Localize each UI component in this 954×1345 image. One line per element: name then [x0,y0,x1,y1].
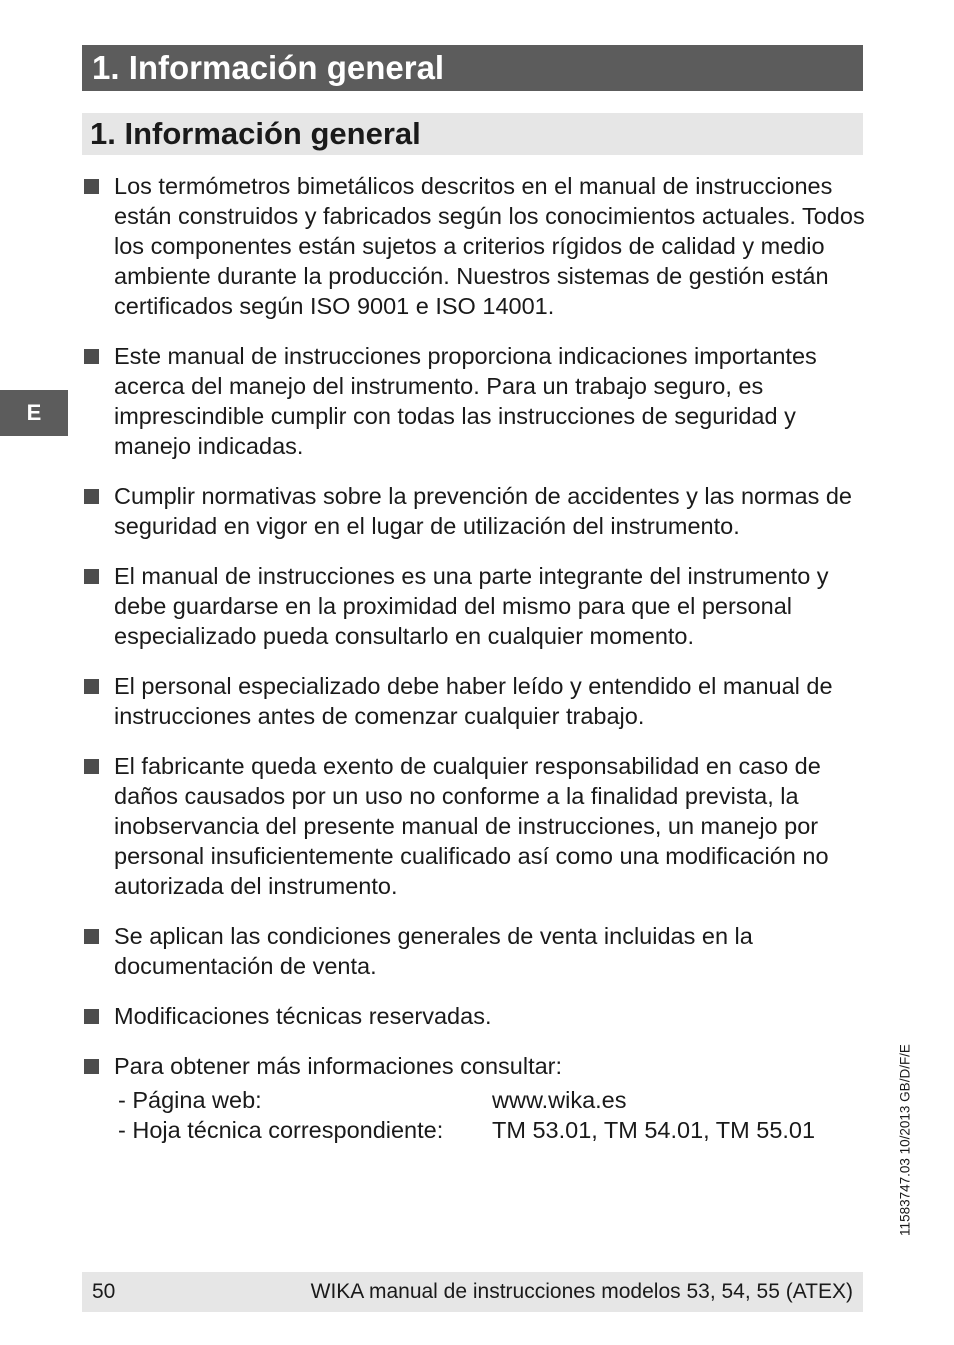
bullet-square-icon [84,569,99,584]
language-tab: E [0,390,68,436]
list-item [82,1001,872,1031]
list-item-text: Modificaciones técnicas reservadas. [114,1003,492,1029]
list-item [82,751,872,901]
page-number: 50 [92,1280,116,1303]
list-item-text: El manual de instrucciones es una parte integrante del instrumento y debe guardarse en la proximidad del mismo para que el personal especializado pueda consultarlo en cualquier momento. [114,563,829,649]
bullet-square-icon [84,489,99,504]
list-item [82,171,872,321]
page-footer [82,1272,863,1312]
bullet-square-icon [84,179,99,194]
list-item [82,481,872,541]
footer-title: WIKA manual de instrucciones modelos 53, 54, 55 (ATEX) [310,1280,853,1303]
bullet-square-icon [84,1009,99,1024]
bullet-square-icon [84,349,99,364]
chapter-heading: 1. Información general [82,45,863,91]
web-label: - Página web: [118,1087,262,1113]
document-reference: 11583747.03 10/2013 GB/D/F/E [897,1044,913,1236]
list-item-text: El personal especializado debe haber leído y entendido el manual de instrucciones antes de comenzar cualquier trabajo. [114,673,833,729]
list-item-text: Cumplir normativas sobre la prevención de accidentes y las normas de seguridad en vigor en el lugar de utilización del instrumento. [114,483,852,539]
web-value: www.wika.es [492,1087,627,1113]
list-item-text: Para obtener más informaciones consultar: [114,1053,563,1079]
list-item [82,561,872,651]
bullet-square-icon [84,679,99,694]
bullet-list [82,171,872,1165]
section-heading: 1. Información general [82,113,863,155]
list-item-text: Los termómetros bimetálicos descritos en el manual de instrucciones están construidos y fabricados según los conocimientos actuales. Todos los componentes están sujetos a criterios rígidos de calidad y medio ambiente durante la producción. Nuestros sistemas de gestión están certificados según ISO 9001 e ISO 14001. [114,173,865,319]
bullet-square-icon [84,1059,99,1074]
contact-row-datasheet [114,1115,815,1145]
list-item [82,921,872,981]
list-item [82,671,872,731]
list-item-text: Se aplican las condiciones generales de venta incluidas en la documentación de venta. [114,923,753,979]
list-item-text: Este manual de instrucciones proporciona indicaciones importantes acerca del manejo del instrumento. Para un trabajo seguro, es imprescindible cumplir con todas las instrucciones de seguridad y manejo indicadas. [114,343,817,459]
bullet-square-icon [84,759,99,774]
contact-row-web [114,1085,815,1115]
datasheet-value: TM 53.01, TM 54.01, TM 55.01 [492,1117,816,1143]
list-item-text: El fabricante queda exento de cualquier responsabilidad en caso de daños causados por un uso no conforme a la finalidad prevista, la inobservancia del presente manual de instrucciones, un manejo por personal insuficientemente cualificado así como una modificación no autorizada del instrumento. [114,753,829,899]
list-item [82,341,872,461]
contact-table [114,1085,815,1145]
datasheet-label: - Hoja técnica correspondiente: [118,1117,444,1143]
bullet-square-icon [84,929,99,944]
list-item [82,1051,872,1145]
